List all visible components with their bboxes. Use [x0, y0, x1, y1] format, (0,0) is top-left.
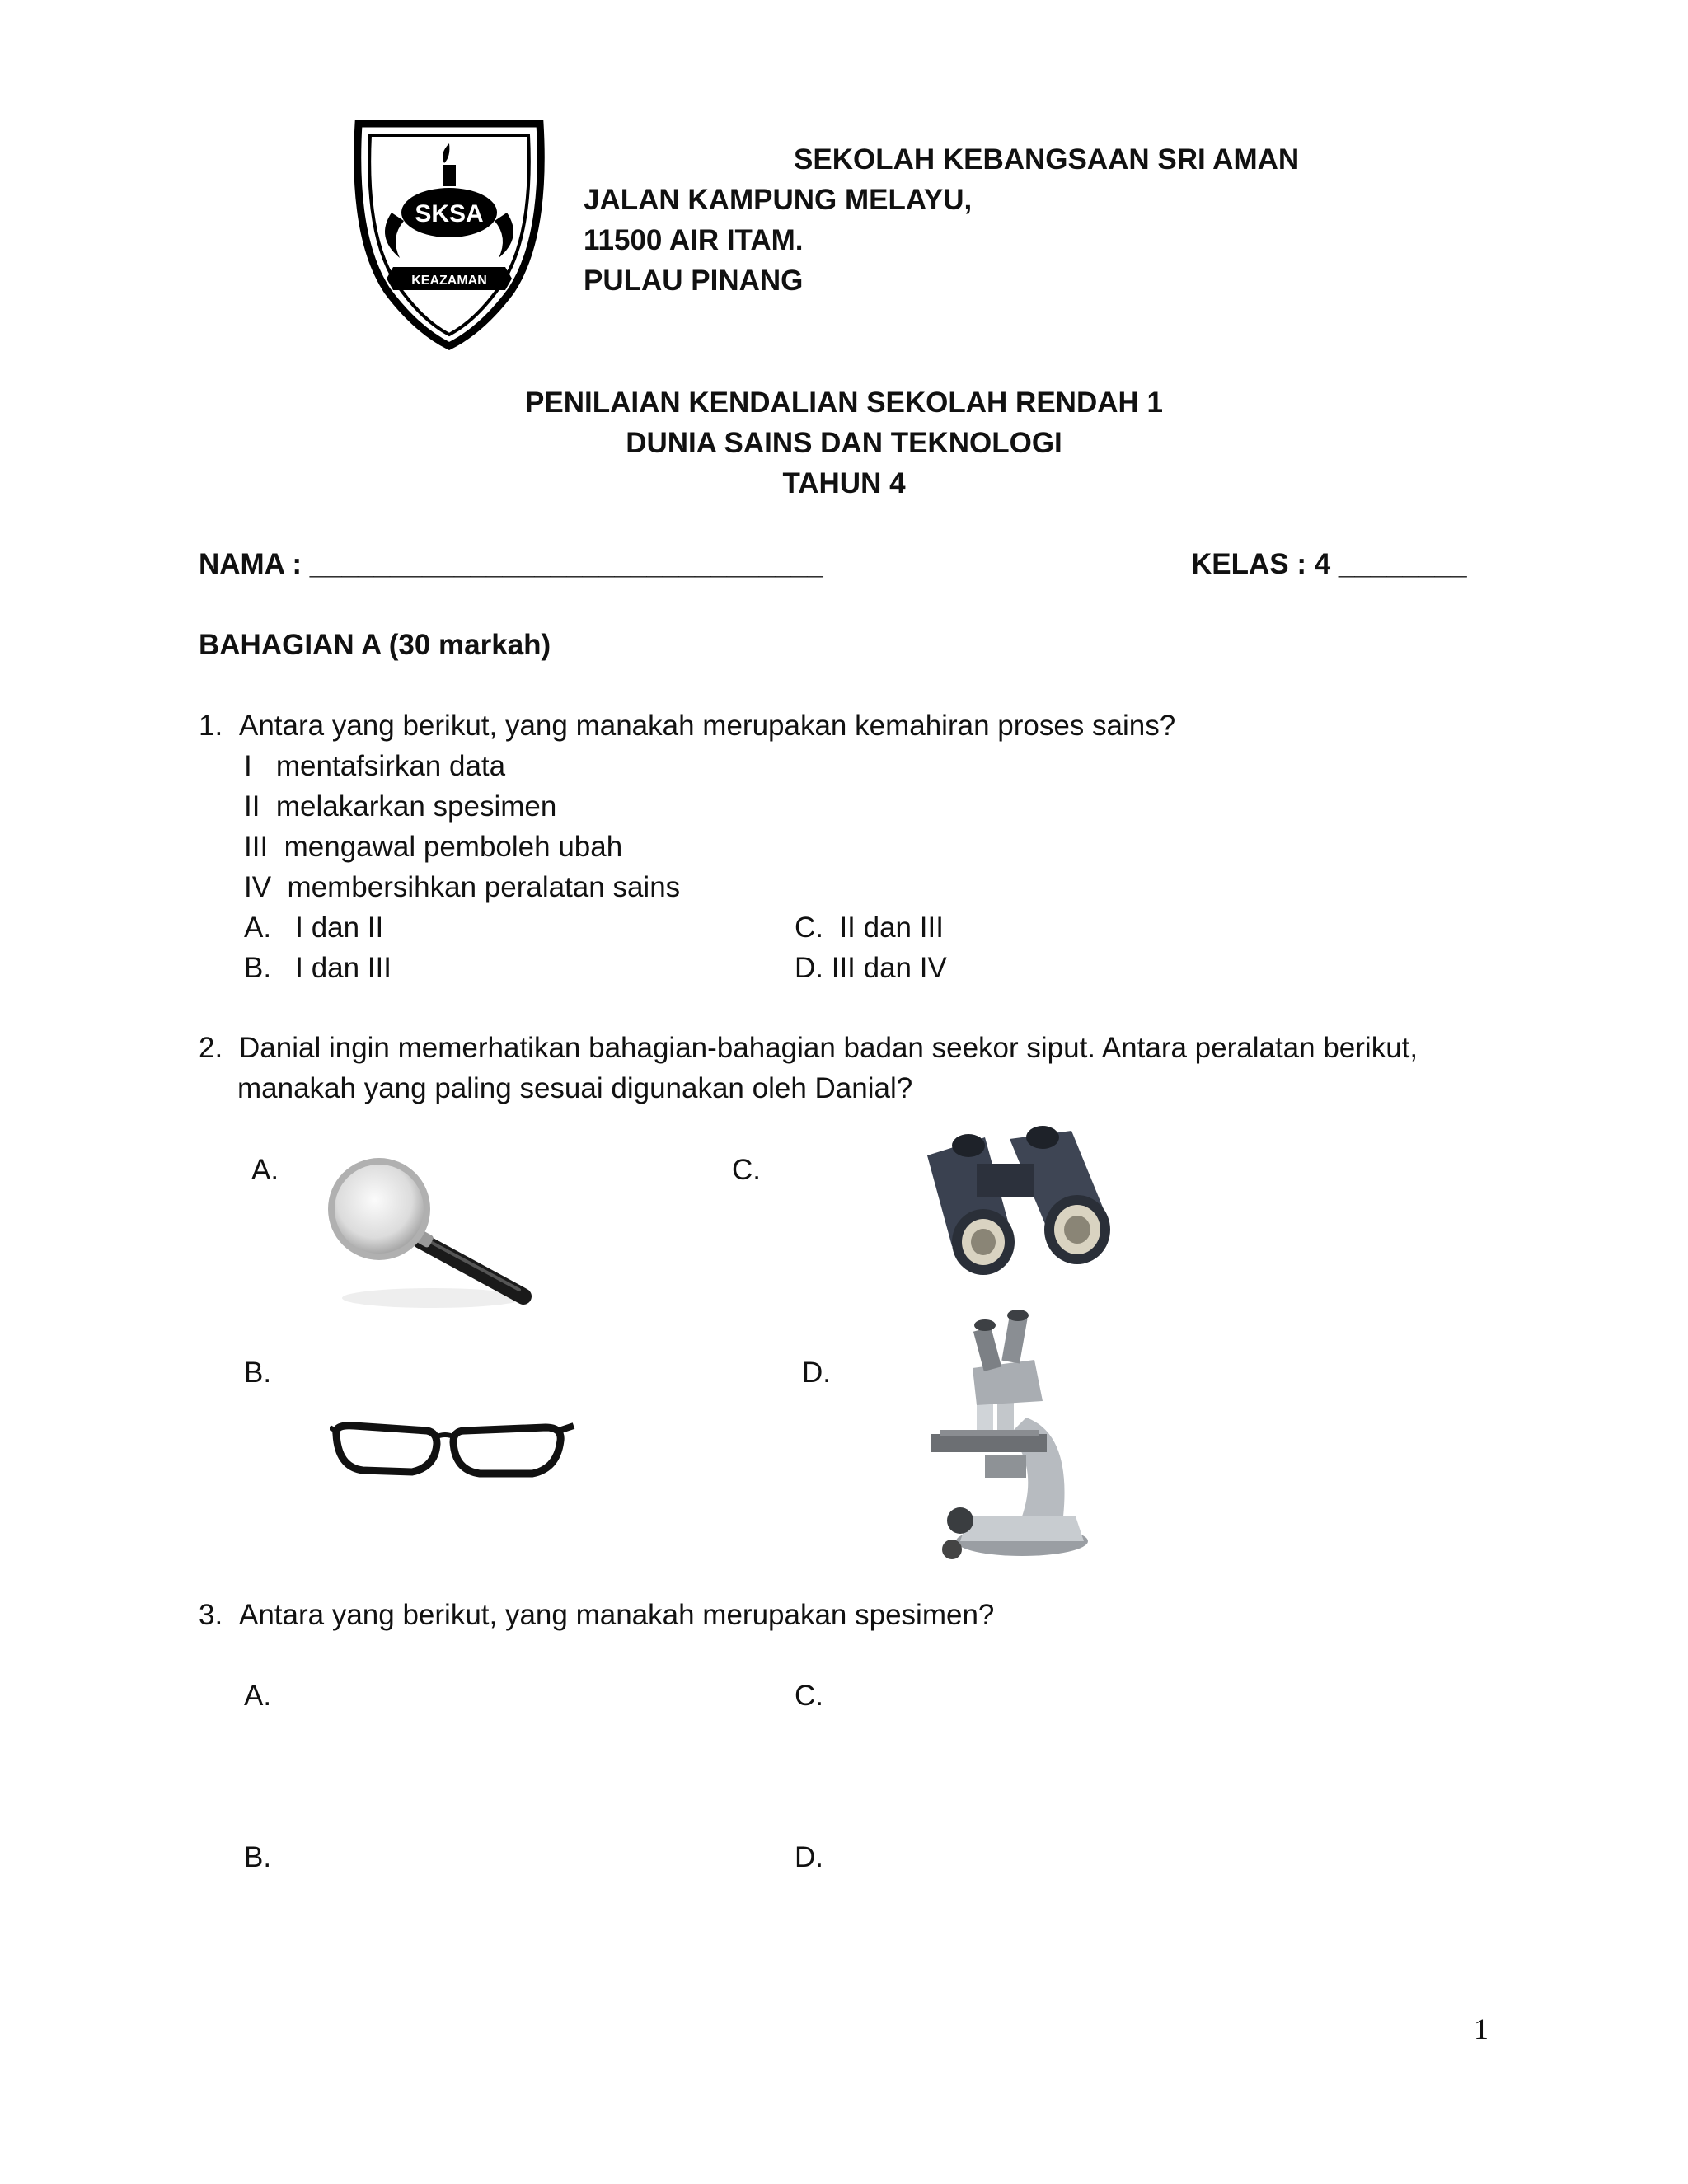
- question-3-text: Antara yang berikut, yang manakah merupakan spesimen?: [239, 1599, 995, 1631]
- question-3-option-a: A.: [244, 1680, 272, 1712]
- question-1-item-1: I mentafsirkan data: [244, 750, 506, 782]
- exam-subject: DUNIA SAINS DAN TEKNOLOGI: [626, 427, 1062, 459]
- question-2-option-b: B.: [244, 1357, 272, 1389]
- question-1-item-2: II melakarkan spesimen: [244, 790, 557, 823]
- question-1-option-a: A. I dan II: [244, 912, 384, 944]
- microscope-image: [927, 1310, 1100, 1566]
- class-field: KELAS : 4 ________: [1191, 548, 1467, 580]
- question-2-text-line-1: Danial ingin memerhatikan bahagian-bahagian badan seekor siput. Antara peralatan berikut,: [239, 1032, 1418, 1064]
- question-1-number: 1.: [199, 710, 223, 742]
- logo-text: SKSA: [415, 200, 484, 227]
- school-crest-logo: [342, 114, 556, 351]
- page-number: 1: [1474, 2013, 1489, 2046]
- question-1-option-b: B. I dan III: [244, 952, 392, 984]
- question-3-option-c: C.: [795, 1680, 823, 1712]
- question-1-item-4: IV membersihkan peralatan sains: [244, 871, 681, 903]
- address-line-2: 11500 AIR ITAM.: [584, 224, 804, 256]
- question-2-option-a: A.: [251, 1154, 279, 1186]
- question-3-option-b: B.: [244, 1841, 272, 1873]
- school-name: SEKOLAH KEBANGSAAN SRI AMAN: [794, 143, 1300, 176]
- question-1-option-d: D. III dan IV: [795, 952, 947, 984]
- spectacles-image: [330, 1409, 577, 1483]
- question-1-item-3: III mengawal pemboleh ubah: [244, 831, 623, 863]
- exam-year: TAHUN 4: [782, 467, 906, 499]
- question-2-number: 2.: [199, 1032, 223, 1064]
- binoculars-image: [919, 1122, 1125, 1279]
- question-3-number: 3.: [199, 1599, 223, 1631]
- question-1-text: Antara yang berikut, yang manakah merupakan kemahiran proses sains?: [239, 710, 1176, 742]
- address-line-1: JALAN KAMPUNG MELAYU,: [584, 184, 973, 216]
- name-field: NAMA : ________________________________: [199, 548, 823, 580]
- exam-title: PENILAIAN KENDALIAN SEKOLAH RENDAH 1: [525, 387, 1163, 419]
- question-2-option-d: D.: [802, 1357, 831, 1389]
- question-1-option-c: C. II dan III: [795, 912, 944, 944]
- question-3-option-d: D.: [795, 1841, 823, 1873]
- question-2-text-line-2: manakah yang paling sesuai digunakan oleh Danial?: [237, 1072, 913, 1104]
- question-2-option-c: C.: [732, 1154, 761, 1186]
- address-line-3: PULAU PINANG: [584, 265, 804, 297]
- section-title: BAHAGIAN A (30 markah): [199, 629, 551, 661]
- magnifying-glass-image: [317, 1158, 540, 1315]
- logo-motto: KEAZAMAN: [411, 274, 487, 288]
